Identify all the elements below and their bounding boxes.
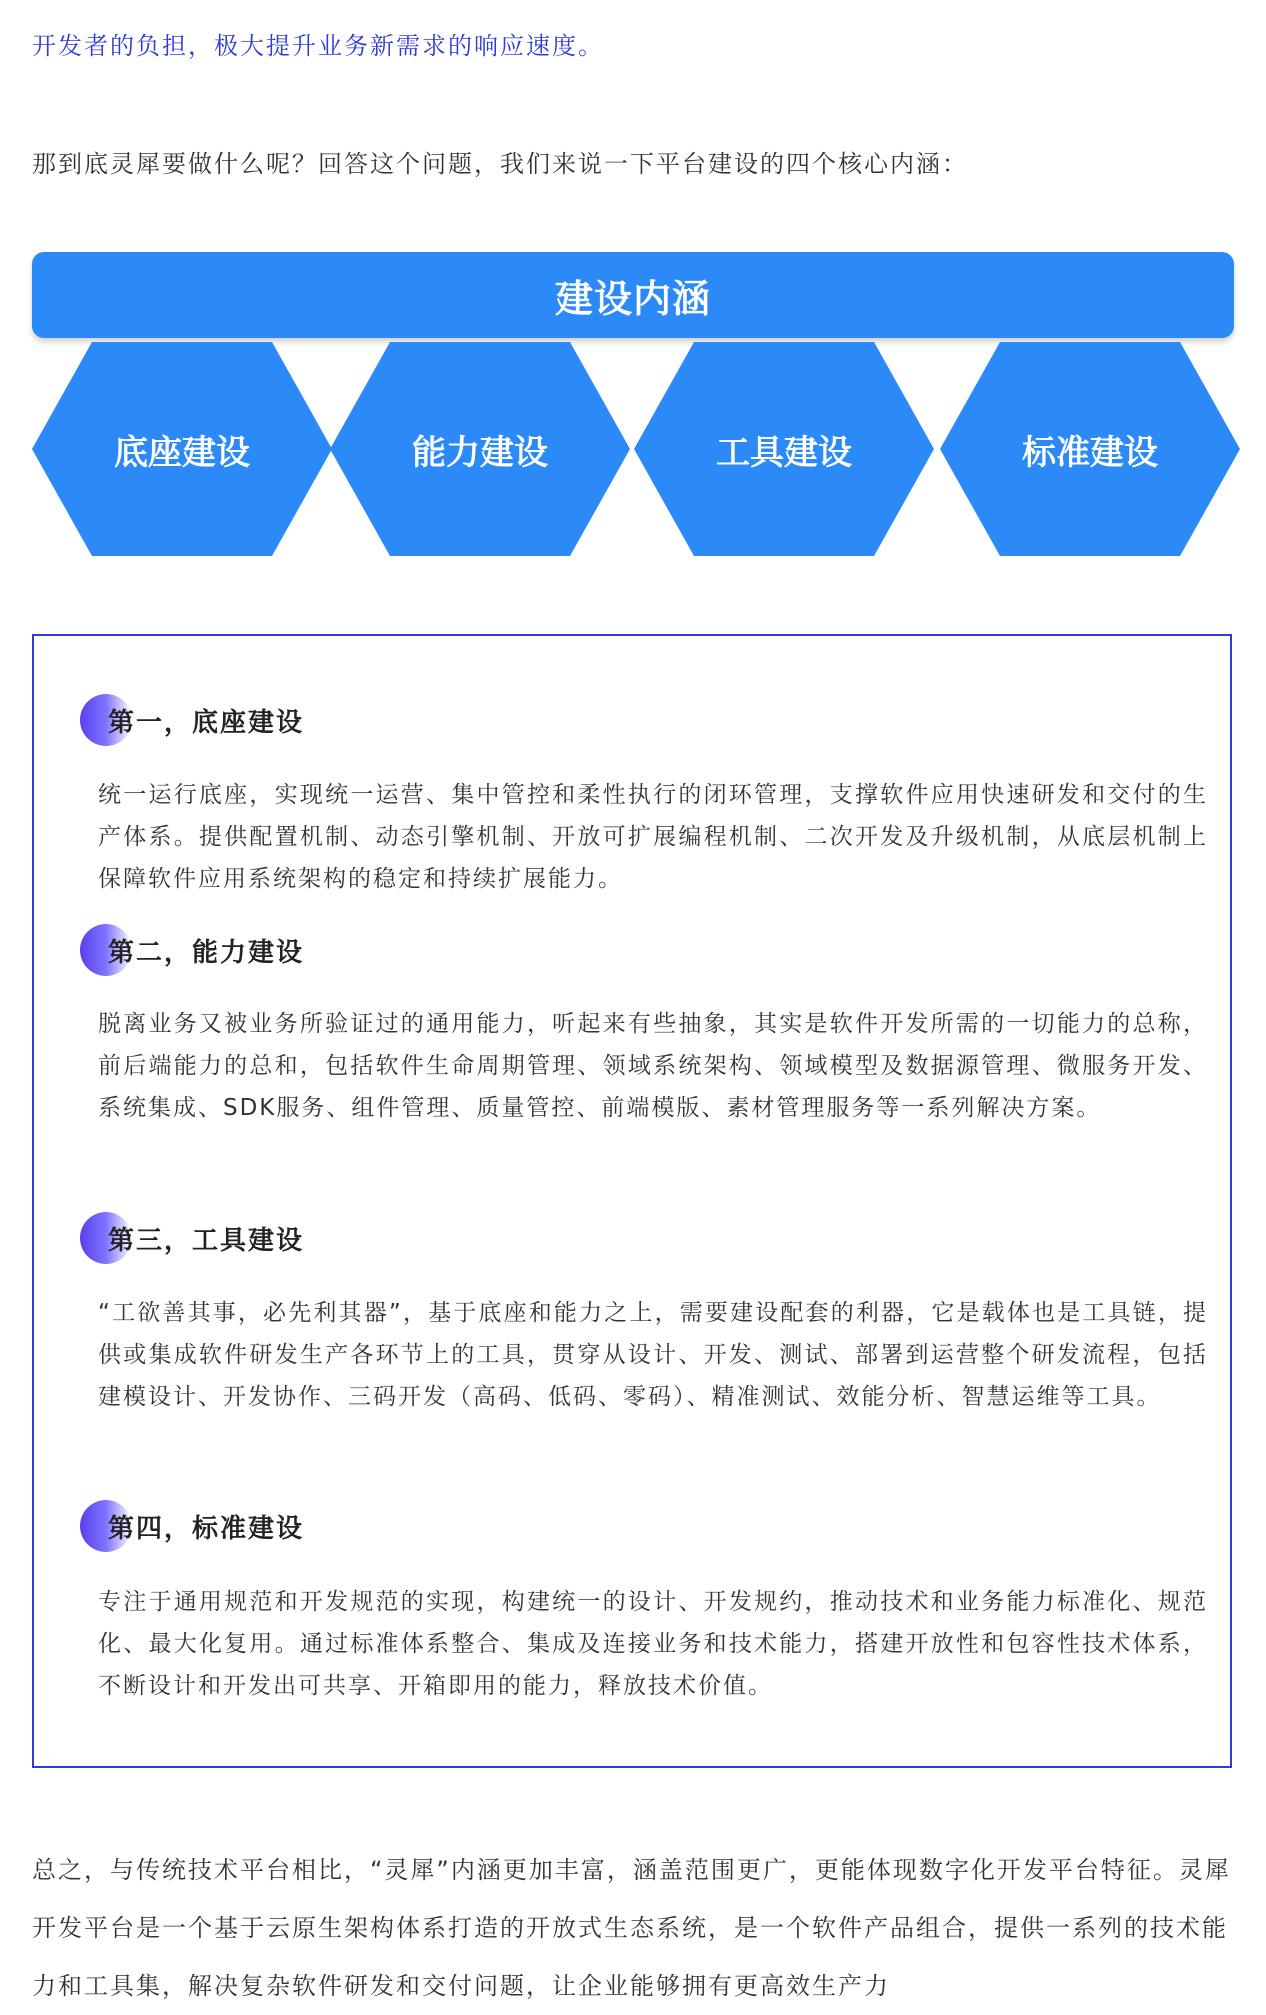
section-body-1: 统一运行底座，实现统一运营、集中管控和柔性执行的闭环管理，支撑软件应用快速研发和交付的生产体系。提供配置机制、动态引擎机制、开放可扩展编程机制、二次开发及升级机制，从底层机制上保障软件应用系统架构的稳定和持续扩展能力。: [98, 782, 1208, 892]
diagram-banner: [32, 252, 1234, 338]
section-body-3: “工欲善其事，必先利其器”，基于底座和能力之上，需要建设配套的利器，它是载体也是工具链，提供或集成软件研发生产各环节上的工具，贯穿从设计、开发、测试、部署到运营整个研发流程，包括建模设计、开发协作、三码开发（高码、低码、零码）、精准测试、效能分析、智慧运维等工具。: [98, 1300, 1208, 1410]
hex-label: 底座建设: [114, 432, 250, 473]
question-paragraph: 那到底灵犀要做什么呢？回答这个问题，我们来说一下平台建设的四个核心内涵：: [32, 150, 968, 178]
section-title-4: 第四，标准建设: [80, 1500, 304, 1552]
hex-tools: [634, 342, 934, 556]
section-body-2: 脱离业务又被业务所验证过的通用能力，听起来有些抽象，其实是软件开发所需的一切能力的总称，前后端能力的总和，包括软件生命周期管理、领域系统架构、领域模型及数据源管理、微服务开发、系统集成、SDK服务、组件管理、质量管控、前端模版、素材管理服务等一系列解决方案。: [98, 1011, 1208, 1121]
section-title-1: 第一，底座建设: [80, 694, 304, 746]
conclusion-paragraph: 总之，与传统技术平台相比，“灵犀”内涵更加丰富，涵盖范围更广，更能体现数字化开发平台特征。灵犀开发平台是一个基于云原生架构体系打造的开放式生态系统，是一个软件产品组合，提供一系列的技术能力和工具集，解决复杂软件研发和交付问题，让企业能够拥有更高效生产力: [32, 1856, 1231, 2000]
hex-foundation: [32, 342, 332, 556]
section-title-2: 第二，能力建设: [80, 924, 304, 976]
section-title-3: 第三，工具建设: [80, 1212, 304, 1264]
hex-label: 能力建设: [412, 432, 548, 473]
hex-standards: [940, 342, 1240, 556]
hex-capability: [330, 342, 630, 556]
hex-label: 标准建设: [1022, 432, 1158, 473]
section-body-4: 专注于通用规范和开发规范的实现，构建统一的设计、开发规约，推动技术和业务能力标准化、规范化、最大化复用。通过标准体系整合、集成及连接业务和技术能力，搭建开放性和包容性技术体系，不断设计和开发出可共享、开箱即用的能力，释放技术价值。: [98, 1589, 1208, 1699]
intro-line: 开发者的负担，极大提升业务新需求的响应速度。: [32, 32, 604, 60]
hex-label: 工具建设: [716, 432, 852, 473]
diagram-banner-label: 建设内涵: [554, 276, 711, 321]
